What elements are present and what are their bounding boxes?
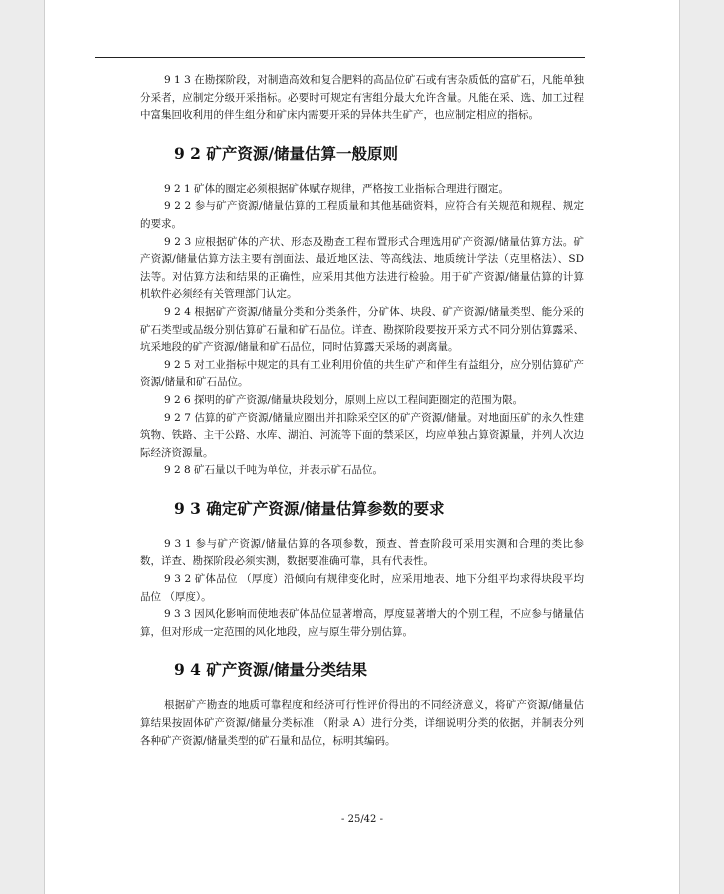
- paragraph-921: 9 2 1 矿体的圈定必须根据矿体赋存规律，严格按工业指标合理进行圈定。: [164, 182, 510, 195]
- section-heading-94: 9 4 矿产资源/储量分类结果: [174, 660, 368, 680]
- page-number: - 25/42 -: [341, 814, 383, 825]
- paragraph-922: 9 2 2 参与矿产资源/储量估算的工程质量和其他基础资料，应符合有关规范和规程、规定的要求。: [140, 200, 584, 230]
- section-heading-93: 9 3 确定矿产资源/储量估算参数的要求: [174, 498, 445, 518]
- page-content: [140, 72, 584, 750]
- paragraph-913: 9 1 3 在勘探阶段，对制造高效和复合肥料的高品位矿石或有害杂质低的富矿石，凡能单独分采者，应制定分级开采指标。必要时可规定有害组分最大允许含量。凡能在采、选、加工过程中富集回收利用的伴生组分和矿床内需要开采的异体共生矿产，也应制定相应的指标。: [140, 74, 584, 122]
- paragraph-927: 9 2 7 估算的矿产资源/储量应圈出并扣除采空区的矿产资源/储量。对地面压矿的永久性建筑物、铁路、主干公路、水库、湖泊、河流等下面的禁采区，均应单独占算资源量，并列人次边际经济资源量。: [140, 411, 584, 459]
- section-heading-92: 9 2 矿产资源/储量估算一般原则: [174, 143, 399, 163]
- paragraph-94: 根据矿产勘查的地质可靠程度和经济可行性评价得出的不同经济意义，将矿产资源/储量估算结果按固体矿产资源/储量分类标准 （附录 A）进行分类，详细说明分类的依据，并制表分列各种矿产资源/储量类型的矿石量和品位，标明其编码。: [140, 699, 584, 747]
- paragraph-923: 9 2 3 应根据矿体的产状、形态及勘查工程布置形式合理选用矿产资源/储量估算方法。矿产资源/储量估算方法主要有剖面法、最近地区法、等高线法、地质统计学法（克里格法）、SD 法等。对估算方法和结果的正确性，应采用其他方法进行检验。用于矿产资源/储量估算的计算机软件必须经有关管理部门认定。: [140, 235, 584, 301]
- paragraph-932: 9 3 2 矿体品位 （厚度）沿倾向有规律变化时，应采用地表、地下分组平均求得块段平均品位 （厚度）。: [140, 573, 584, 603]
- paragraph-931: 9 3 1 参与矿产资源/储量估算的各项参数，预查、普查阶段可采用实测和合理的类比参数，详查、勘探阶段必须实测，数据要准确可靠，具有代表性。: [140, 537, 584, 568]
- paragraph-926: 9 2 6 探明的矿产资源/储量块段划分，原则上应以工程间距圈定的范围为限。: [164, 393, 524, 406]
- paragraph-924: 9 2 4 根据矿产资源/储量分类和分类条件，分矿体、块段、矿产资源/储量类型、能分采的矿石类型或品级分别估算矿石量和矿石品位。详查、勘探阶段要按开采方式不同分别估算露采、坑采地段的矿产资源/储量和矿石品位，同时估算露天采场的剥离量。: [140, 305, 584, 354]
- paragraph-933: 9 3 3 因风化影响而使地表矿体品位显著增高，厚度显著增大的个别工程，不应参与储量估算，但对形成一定范围的风化地段，应与原生带分别估算。: [140, 608, 584, 638]
- paragraph-928: 9 2 8 矿石量以千吨为单位，并表示矿石品位。: [164, 464, 384, 477]
- header-rule: [95, 57, 585, 58]
- paragraph-925: 9 2 5 对工业指标中规定的具有工业利用价值的共生矿产和伴生有益组分，应分别估算矿产资源/储量和矿石品位。: [140, 358, 584, 389]
